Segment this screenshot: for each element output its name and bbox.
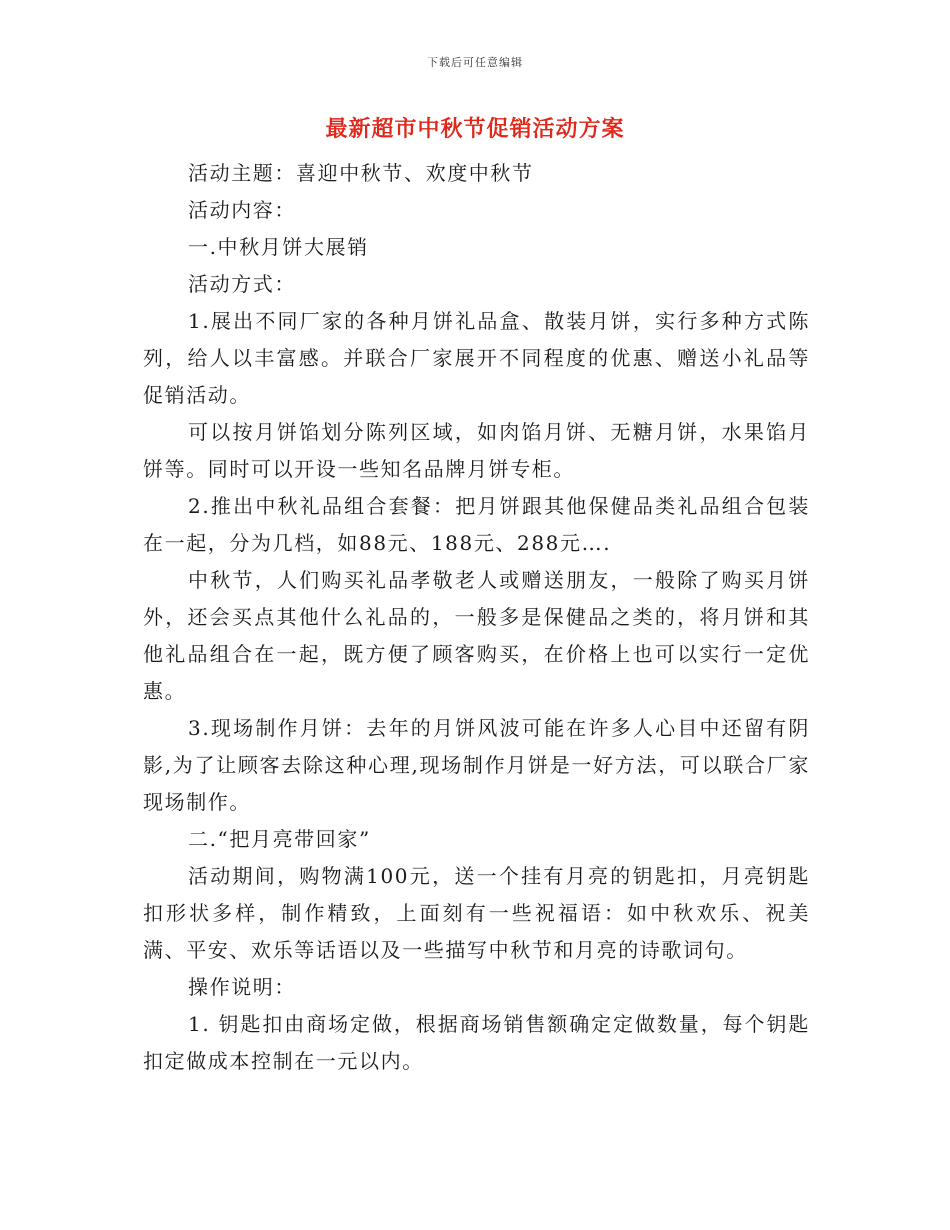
paragraph-instruction-1: 1. 钥匙扣由商场定做，根据商场销售额确定定做数量，每个钥匙扣定做成本控制在一元以内。 bbox=[143, 1012, 810, 1073]
paragraph-theme: 活动主题：喜迎中秋节、欢度中秋节 bbox=[188, 161, 534, 185]
paragraph-item-2-detail: 中秋节，人们购买礼品孝敬老人或赠送朋友，一般除了购买月饼外，还会买点其他什么礼品的，一般多是保健品之类的，将月饼和其他礼品组合在一起，既方便了顾客购买，在价格上也可以实行一定优惠。 bbox=[143, 568, 810, 703]
paragraph-promotion: 活动期间，购物满100元，送一个挂有月亮的钥匙扣，月亮钥匙扣形状多样，制作精致，上面刻有一些祝福语：如中秋欢乐、祝美满、平安、欢乐等话语以及一些描写中秋节和月亮的诗歌词句。 bbox=[143, 864, 810, 962]
paragraph-item-1: 1.展出不同厂家的各种月饼礼品盒、散装月饼，实行多种方式陈列，给人以丰富感。并联合厂家展开不同程度的优惠、赠送小礼品等促销活动。 bbox=[143, 309, 810, 407]
section-heading-1: 一.中秋月饼大展销 bbox=[188, 235, 369, 259]
paragraph-item-1-detail: 可以按月饼馅划分陈列区域，如肉馅月饼、无糖月饼，水果馅月饼等。同时可以开设一些知名品牌月饼专柜。 bbox=[143, 420, 810, 481]
paragraph-content-heading: 活动内容： bbox=[188, 198, 296, 222]
document-title: 最新超市中秋节促销活动方案 bbox=[325, 116, 625, 142]
document-body bbox=[143, 155, 810, 1080]
section-heading-2: 二.“把月亮带回家” bbox=[188, 827, 371, 851]
paragraph-method-heading: 活动方式： bbox=[188, 272, 296, 296]
paragraph-item-2: 2.推出中秋礼品组合套餐：把月饼跟其他保健品类礼品组合包装在一起，分为几档，如88元、188元、288元…. bbox=[143, 494, 810, 555]
paragraph-instructions-heading: 操作说明： bbox=[188, 975, 296, 999]
header-note: 下载后可任意编辑 bbox=[427, 56, 523, 69]
paragraph-item-3: 3.现场制作月饼：去年的月饼风波可能在许多人心目中还留有阴影,为了让顾客去除这种心理,现场制作月饼是一好方法，可以联合厂家现场制作。 bbox=[143, 716, 810, 814]
